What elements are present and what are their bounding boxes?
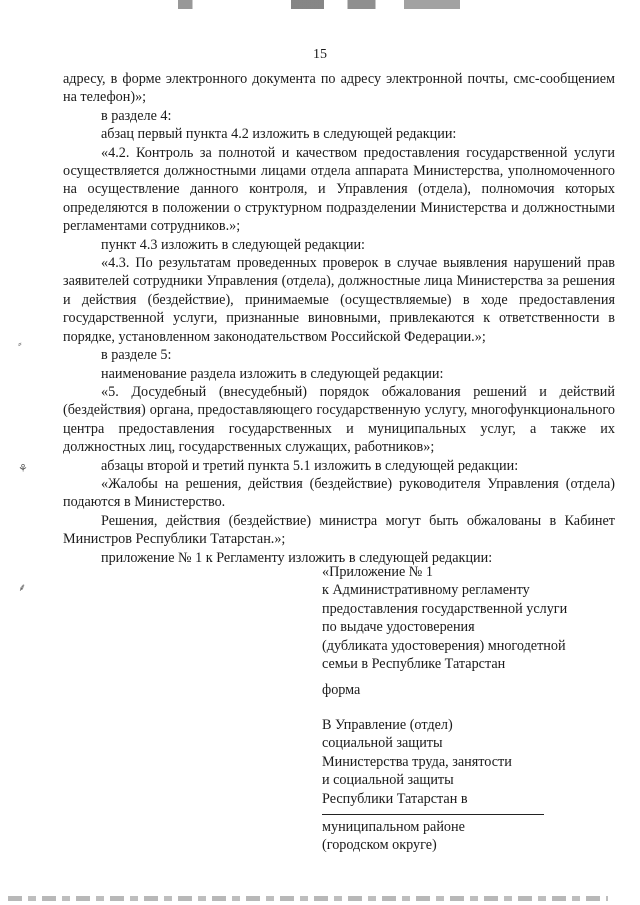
scan-artifact-bottom	[8, 896, 608, 901]
paragraph-4-2-intro: абзац первый пункта 4.2 изложить в следующей редакции:	[101, 126, 457, 143]
page-number: 15	[313, 47, 327, 62]
margin-scan-mark: ⸙	[18, 582, 27, 594]
municipal-line: муниципальном районе	[322, 819, 465, 835]
paragraph-4-3-intro: пункт 4.3 изложить в следующей редакции:	[101, 236, 365, 253]
address-line: Республики Татарстан в	[322, 790, 468, 807]
address-line: В Управление (отдел)	[322, 717, 453, 733]
municipal-line: (городском округе)	[322, 837, 437, 854]
appendix-line: «Приложение № 1	[322, 564, 433, 580]
document-body	[63, 70, 615, 567]
paragraph-appendix-intro: приложение № 1 к Регламенту изложить в следующей редакции:	[101, 549, 493, 566]
paragraph-section-5-title: «5. Досудебный (внесудебный) порядок обжалования решений и действий (бездействия) органа, предоставляющего государственную услугу, многофункционального центра предоставления государственных и муниципальных услуг, а также их должностных лиц, государственных служащих, работников»;	[63, 383, 615, 456]
margin-scan-mark: ⚘	[18, 463, 28, 475]
appendix-line: семьи в Республике Татарстан	[322, 656, 506, 673]
blank-fill-line	[322, 814, 544, 815]
address-line: Министерства труда, занятости	[322, 753, 512, 770]
address-line: и социальной защиты	[322, 772, 454, 789]
appendix-header	[322, 563, 622, 673]
paragraph-section-4: в разделе 4:	[101, 107, 172, 124]
paragraph-4-3-text: «4.3. По результатам проведенных проверок в случае выявления нарушений прав заявителей сотрудники Управления (отдела), должностные лица Министерства за решения и действия (бездействие), принимаемые (осуществляемые) в ходе предоставления государственной услуги, признанные виновными, привлекаются к ответственности в порядке, установленном законодательством Российской Федерации.»;	[63, 255, 615, 345]
appendix-line: по выдаче удостоверения	[322, 619, 475, 636]
address-line: социальной защиты	[322, 735, 443, 752]
appendix-line: к Административному регламенту	[322, 582, 530, 599]
paragraph-address-continuation: адресу, в форме электронного документа по адресу электронной почты, смс-сообщением на телефон)»;	[63, 71, 615, 106]
paragraph-5-1-intro: абзацы второй и третий пункта 5.1 изложить в следующей редакции:	[101, 457, 519, 474]
form-label: форма	[322, 682, 361, 698]
paragraph-complaints: «Жалобы на решения, действия (бездействие) руководителя Управления (отдела) подаются в Министерство.	[63, 475, 615, 511]
paragraph-section-5-title-intro: наименование раздела изложить в следующей редакции:	[101, 365, 444, 382]
paragraph-section-5: в разделе 5:	[101, 347, 172, 364]
appendix-line: предоставления государственной услуги	[322, 600, 568, 617]
paragraph-4-2-text: «4.2. Контроль за полнотой и качеством предоставления государственной услуги осуществляется должностными лицами отдела аппарата Министерства, уполномоченного на осуществление данного контроля, и Управления (отдела), полномочия которых определяются в положении о структурном подразделении Министерства и должностными регламентами сотрудников.»;	[63, 144, 615, 235]
appendix-line: (дубликата удостоверения) многодетной	[322, 637, 566, 654]
municipal-block	[322, 818, 465, 855]
margin-scan-mark: ⸗	[18, 338, 22, 350]
paragraph-minister-decisions: Решения, действия (бездействие) министра могут быть обжалованы в Кабинет Министров Республики Татарстан.»;	[63, 512, 615, 548]
address-block	[322, 716, 582, 808]
scan-artifact-top	[150, 0, 620, 9]
